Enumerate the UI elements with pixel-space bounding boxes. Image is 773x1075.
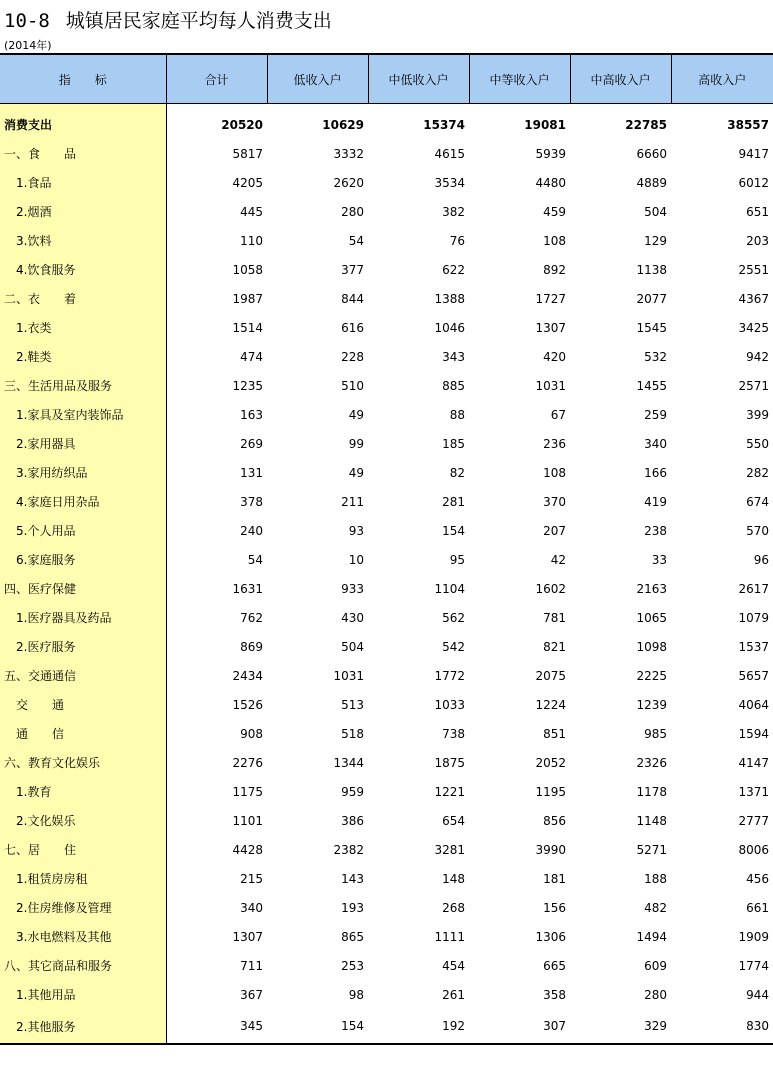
table-cell: 6012: [738, 175, 769, 190]
table-cell: 340: [644, 436, 667, 451]
table-cell: 430: [341, 610, 364, 625]
table-cell: 1195: [535, 784, 566, 799]
table-cell: 156: [543, 900, 566, 915]
table-cell: 4615: [434, 146, 465, 161]
table-cell: 2163: [636, 581, 667, 596]
table-row: [0, 603, 773, 632]
table-cell: 4147: [738, 755, 769, 770]
table-cell: 1079: [738, 610, 769, 625]
table-cell: 367: [240, 987, 263, 1002]
table-row: [0, 980, 773, 1009]
table-cell: 1235: [232, 378, 263, 393]
table-cell: 459: [543, 204, 566, 219]
table-cell: 4205: [232, 175, 263, 190]
row-label: 2.家用器具: [0, 429, 166, 458]
column-header: 指 标: [0, 54, 166, 104]
table-cell: 2434: [232, 668, 263, 683]
table-cell: 1306: [535, 929, 566, 944]
row-label: 1.租赁房房租: [0, 864, 166, 893]
table-cell: 474: [240, 349, 263, 364]
table-cell: 445: [240, 204, 263, 219]
row-label: 五、交通通信: [0, 661, 166, 690]
year-note: (2014年): [4, 39, 52, 52]
row-label: 4.饮食服务: [0, 255, 166, 284]
table-cell: 865: [341, 929, 364, 944]
table-row: [0, 632, 773, 661]
table-cell: 211: [341, 494, 364, 509]
table-cell: 933: [341, 581, 364, 596]
table-cell: 1046: [434, 320, 465, 335]
table-cell: 1602: [535, 581, 566, 596]
table-cell: 482: [644, 900, 667, 915]
table-row: [0, 661, 773, 690]
table-cell: 4889: [636, 175, 667, 190]
table-cell: 9417: [738, 146, 769, 161]
table-cell: 3332: [333, 146, 364, 161]
table-cell: 188: [644, 871, 667, 886]
table-cell: 378: [240, 494, 263, 509]
row-label: 2.医疗服务: [0, 632, 166, 661]
table-cell: 2777: [738, 813, 769, 828]
table-cell: 3425: [738, 320, 769, 335]
table-cell: 154: [267, 1009, 368, 1044]
table-cell: 76: [449, 233, 465, 248]
table-row: [0, 835, 773, 864]
table-cell: 513: [341, 697, 364, 712]
table-cell: 844: [341, 291, 364, 306]
table-cell: 959: [341, 784, 364, 799]
table-cell: 1594: [738, 726, 769, 741]
table-cell: 1875: [434, 755, 465, 770]
table-cell: 93: [348, 523, 364, 538]
table-cell: 238: [644, 523, 667, 538]
row-label: 3.饮料: [0, 226, 166, 255]
table-cell: 651: [746, 204, 769, 219]
table-cell: 2326: [636, 755, 667, 770]
table-cell: 869: [240, 639, 263, 654]
table-row: [0, 545, 773, 574]
table-cell: 550: [746, 436, 769, 451]
table-cell: 8006: [738, 842, 769, 857]
table-cell: 1221: [434, 784, 465, 799]
table-cell: 1727: [535, 291, 566, 306]
table-cell: 345: [166, 1009, 267, 1044]
page-title: [4, 6, 332, 33]
table-cell: 1455: [636, 378, 667, 393]
table-cell: 163: [240, 407, 263, 422]
table-cell: 96: [753, 552, 769, 567]
table-cell: 2052: [535, 755, 566, 770]
table-cell: 2571: [738, 378, 769, 393]
table-cell: 674: [746, 494, 769, 509]
table-cell: 1098: [636, 639, 667, 654]
table-cell: 185: [442, 436, 465, 451]
table-row: [0, 104, 773, 140]
table-row: [0, 1009, 773, 1044]
table-title: 城镇居民家庭平均每人消费支出: [65, 10, 332, 32]
table-cell: 129: [644, 233, 667, 248]
column-header: 中等收入户: [469, 54, 570, 104]
table-cell: 1239: [636, 697, 667, 712]
table-cell: 193: [341, 900, 364, 915]
table-cell: 851: [543, 726, 566, 741]
table-cell: 781: [543, 610, 566, 625]
table-cell: 1148: [636, 813, 667, 828]
table-cell: 1111: [434, 929, 465, 944]
table-row: [0, 226, 773, 255]
row-label: 七、居 住: [0, 835, 166, 864]
row-label: 2.鞋类: [0, 342, 166, 371]
table-cell: 665: [543, 958, 566, 973]
column-header: 中高收入户: [570, 54, 671, 104]
table-cell: 228: [341, 349, 364, 364]
table-cell: 131: [240, 465, 263, 480]
table-cell: 207: [543, 523, 566, 538]
table-cell: 3281: [434, 842, 465, 857]
row-label: 交 通: [0, 690, 166, 719]
row-label: 1.教育: [0, 777, 166, 806]
row-label: 一、食 品: [0, 139, 166, 168]
table-cell: 38557: [727, 117, 769, 132]
table-cell: 6660: [636, 146, 667, 161]
table-row: [0, 574, 773, 603]
table-cell: 67: [550, 407, 566, 422]
table-cell: 1104: [434, 581, 465, 596]
table-cell: 885: [442, 378, 465, 393]
row-label: 三、生活用品及服务: [0, 371, 166, 400]
row-label: 1.食品: [0, 168, 166, 197]
table-cell: 570: [746, 523, 769, 538]
table-cell: 108: [543, 233, 566, 248]
table-cell: 504: [644, 204, 667, 219]
table-cell: 22785: [625, 117, 667, 132]
table-row: [0, 458, 773, 487]
table-cell: 3990: [535, 842, 566, 857]
table-cell: 203: [746, 233, 769, 248]
table-cell: 20520: [221, 117, 263, 132]
table-cell: 821: [543, 639, 566, 654]
table-row: [0, 400, 773, 429]
table-row: [0, 255, 773, 284]
table-cell: 1058: [232, 262, 263, 277]
table-row: [0, 197, 773, 226]
table-cell: 386: [341, 813, 364, 828]
table-cell: 54: [247, 552, 263, 567]
table-cell: 2620: [333, 175, 364, 190]
table-cell: 985: [644, 726, 667, 741]
table-cell: 259: [644, 407, 667, 422]
table-cell: 1065: [636, 610, 667, 625]
table-cell: 1307: [232, 929, 263, 944]
table-cell: 1224: [535, 697, 566, 712]
column-header: 高收入户: [671, 54, 773, 104]
table-row: [0, 777, 773, 806]
table-cell: 1526: [232, 697, 263, 712]
table-cell: 307: [469, 1009, 570, 1044]
table-cell: 420: [543, 349, 566, 364]
table-cell: 1537: [738, 639, 769, 654]
table-cell: 399: [746, 407, 769, 422]
table-cell: 236: [543, 436, 566, 451]
table-cell: 340: [240, 900, 263, 915]
table-cell: 370: [543, 494, 566, 509]
table-cell: 5817: [232, 146, 263, 161]
table-cell: 49: [348, 407, 364, 422]
table-row: [0, 719, 773, 748]
table-row: [0, 516, 773, 545]
table-cell: 82: [449, 465, 465, 480]
table-cell: 148: [442, 871, 465, 886]
table-cell: 4428: [232, 842, 263, 857]
table-cell: 4367: [738, 291, 769, 306]
table-cell: 33: [651, 552, 667, 567]
table-cell: 261: [442, 987, 465, 1002]
table-cell: 510: [341, 378, 364, 393]
table-cell: 454: [442, 958, 465, 973]
table-row: [0, 922, 773, 951]
table-row: [0, 429, 773, 458]
table-cell: 1514: [232, 320, 263, 335]
table-cell: 54: [348, 233, 364, 248]
table-row: [0, 342, 773, 371]
table-cell: 711: [240, 958, 263, 973]
row-label: 八、其它商品和服务: [0, 951, 166, 980]
row-label: 1.衣类: [0, 313, 166, 342]
table-cell: 856: [543, 813, 566, 828]
table-cell: 654: [442, 813, 465, 828]
table-cell: 2225: [636, 668, 667, 683]
table-cell: 2382: [333, 842, 364, 857]
table-cell: 1101: [232, 813, 263, 828]
table-cell: 609: [644, 958, 667, 973]
row-label: 2.住房维修及管理: [0, 893, 166, 922]
table-cell: 1307: [535, 320, 566, 335]
table-cell: 377: [341, 262, 364, 277]
table-row: [0, 864, 773, 893]
table-cell: 1772: [434, 668, 465, 683]
table-cell: 738: [442, 726, 465, 741]
table-cell: 382: [442, 204, 465, 219]
table-cell: 253: [341, 958, 364, 973]
row-label: 六、教育文化娱乐: [0, 748, 166, 777]
table-cell: 5657: [738, 668, 769, 683]
table-body: [0, 104, 773, 1045]
table-cell: 143: [341, 871, 364, 886]
table-cell: 908: [240, 726, 263, 741]
table-row: [0, 371, 773, 400]
table-cell: 166: [644, 465, 667, 480]
table-cell: 4480: [535, 175, 566, 190]
table-row: [0, 951, 773, 980]
table-cell: 2077: [636, 291, 667, 306]
row-label: 3.家用纺织品: [0, 458, 166, 487]
table-cell: 2276: [232, 755, 263, 770]
table-cell: 562: [442, 610, 465, 625]
table-cell: 1138: [636, 262, 667, 277]
table-cell: 282: [746, 465, 769, 480]
table-cell: 42: [550, 552, 566, 567]
row-label: 消费支出: [0, 104, 166, 140]
column-header: 低收入户: [267, 54, 368, 104]
row-label: 2.烟酒: [0, 197, 166, 226]
table-cell: 2075: [535, 668, 566, 683]
row-label: 2.其他服务: [0, 1009, 166, 1044]
table-cell: 281: [442, 494, 465, 509]
table-row: [0, 168, 773, 197]
table-cell: 280: [341, 204, 364, 219]
row-label: 2.文化娱乐: [0, 806, 166, 835]
table-cell: 154: [442, 523, 465, 538]
table-cell: 99: [348, 436, 364, 451]
table-cell: 2551: [738, 262, 769, 277]
header-row: [0, 54, 773, 104]
column-header: 中低收入户: [368, 54, 469, 104]
table-cell: 215: [240, 871, 263, 886]
table-cell: 181: [543, 871, 566, 886]
table-cell: 5939: [535, 146, 566, 161]
table-cell: 1774: [738, 958, 769, 973]
row-label: 二、衣 着: [0, 284, 166, 313]
table-cell: 1494: [636, 929, 667, 944]
table-cell: 622: [442, 262, 465, 277]
row-label: 1.家具及室内装饰品: [0, 400, 166, 429]
row-label: 6.家庭服务: [0, 545, 166, 574]
table-cell: 240: [240, 523, 263, 538]
row-label: 3.水电燃料及其他: [0, 922, 166, 951]
table-cell: 268: [442, 900, 465, 915]
table-cell: 1178: [636, 784, 667, 799]
row-label: 四、医疗保健: [0, 574, 166, 603]
table-row: [0, 284, 773, 313]
table-cell: 942: [746, 349, 769, 364]
table-cell: 762: [240, 610, 263, 625]
table-cell: 110: [240, 233, 263, 248]
table-row: [0, 313, 773, 342]
data-table: [0, 53, 773, 1045]
table-cell: 49: [348, 465, 364, 480]
table-cell: 1344: [333, 755, 364, 770]
table-row: [0, 139, 773, 168]
table-cell: 15374: [423, 117, 465, 132]
row-label: 通 信: [0, 719, 166, 748]
table-cell: 1545: [636, 320, 667, 335]
table-cell: 19081: [524, 117, 566, 132]
table-cell: 944: [746, 987, 769, 1002]
table-row: [0, 806, 773, 835]
row-label: 5.个人用品: [0, 516, 166, 545]
table-cell: 2617: [738, 581, 769, 596]
table-cell: 95: [449, 552, 465, 567]
table-cell: 456: [746, 871, 769, 886]
table-cell: 1987: [232, 291, 263, 306]
table-cell: 830: [671, 1009, 773, 1044]
row-label: 4.家庭日用杂品: [0, 487, 166, 516]
table-cell: 358: [543, 987, 566, 1002]
table-cell: 280: [644, 987, 667, 1002]
table-row: [0, 487, 773, 516]
table-cell: 10: [348, 552, 364, 567]
table-cell: 192: [368, 1009, 469, 1044]
table-cell: 1631: [232, 581, 263, 596]
table-cell: 1388: [434, 291, 465, 306]
table-cell: 1033: [434, 697, 465, 712]
table-cell: 329: [570, 1009, 671, 1044]
table-cell: 3534: [434, 175, 465, 190]
table-row: [0, 893, 773, 922]
table-cell: 892: [543, 262, 566, 277]
table-cell: 269: [240, 436, 263, 451]
table-cell: 10629: [322, 117, 364, 132]
table-cell: 1031: [333, 668, 364, 683]
table-cell: 616: [341, 320, 364, 335]
table-cell: 542: [442, 639, 465, 654]
table-cell: 419: [644, 494, 667, 509]
table-cell: 504: [341, 639, 364, 654]
column-header: 合计: [166, 54, 267, 104]
table-number: 10-8: [4, 10, 50, 32]
table-cell: 1371: [738, 784, 769, 799]
table-cell: 1031: [535, 378, 566, 393]
table-cell: 661: [746, 900, 769, 915]
table-row: [0, 690, 773, 719]
table-cell: 88: [449, 407, 465, 422]
table-cell: 518: [341, 726, 364, 741]
row-label: 1.其他用品: [0, 980, 166, 1009]
table-cell: 1909: [738, 929, 769, 944]
table-cell: 1175: [232, 784, 263, 799]
table-row: [0, 748, 773, 777]
table-cell: 98: [348, 987, 364, 1002]
table-cell: 4064: [738, 697, 769, 712]
row-label: 1.医疗器具及药品: [0, 603, 166, 632]
table-cell: 532: [644, 349, 667, 364]
table-cell: 5271: [636, 842, 667, 857]
table-cell: 343: [442, 349, 465, 364]
table-cell: 108: [543, 465, 566, 480]
